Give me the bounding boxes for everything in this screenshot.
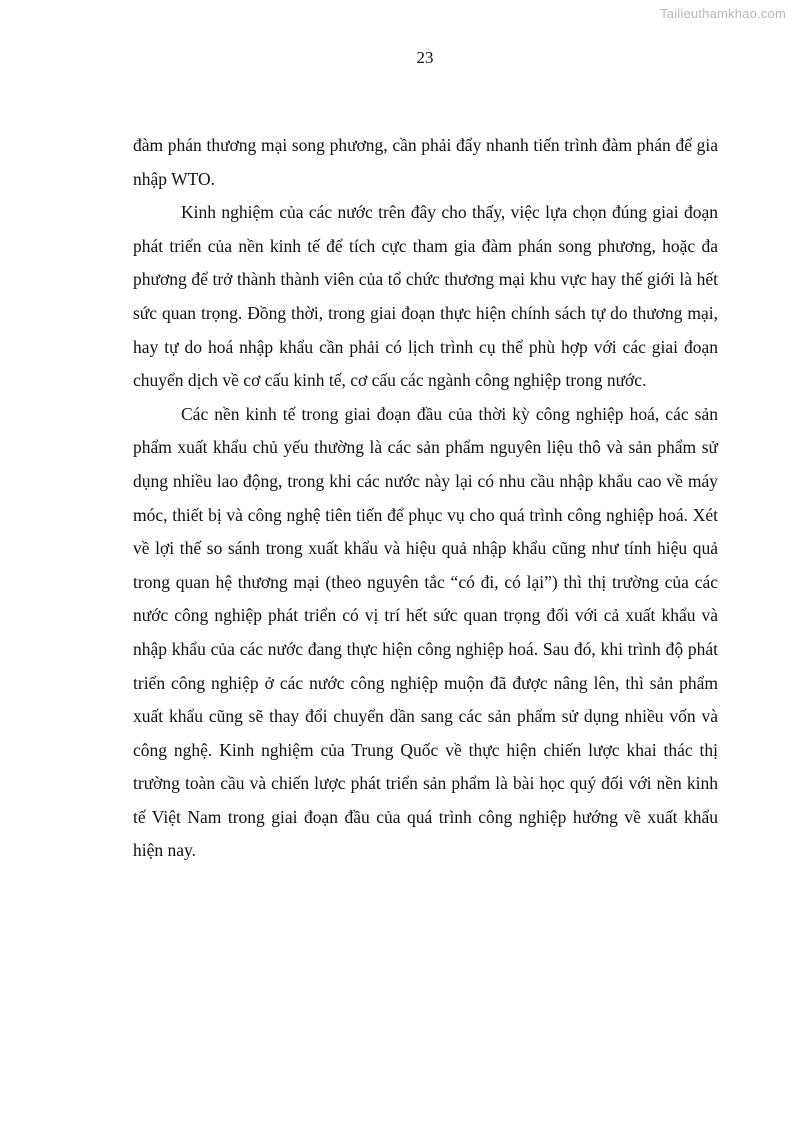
paragraph-3: Các nền kinh tế trong giai đoạn đầu của thời kỳ công nghiệp hoá, các sản phẩm xuất khẩu chủ yếu thường là các sản phẩm nguyên liệu thô và sản phẩm sử dụng nhiều lao động, trong khi các nước này lại có nhu cầu nhập khẩu cao về máy móc, thiết bị và công nghệ tiên tiến để phục vụ cho quá trình công nghiệp hoá. Xét về lợi thế so sánh trong xuất khẩu và hiệu quả nhập khẩu cũng như tính hiệu quả trong quan hệ thương mại (theo nguyên tắc “có đi, có lại”) thì thị trường của các nước công nghiệp phát triển có vị trí hết sức quan trọng đối với cả xuất khẩu và nhập khẩu của các nước đang thực hiện công nghiệp hoá. Sau đó, khi trình độ phát triển công nghiệp ở các nước công nghiệp muộn đã được nâng lên, thì sản phẩm xuất khẩu cũng sẽ thay đổi chuyển dần sang các sản phẩm sử dụng nhiều vốn và công nghệ. Kinh nghiệm của Trung Quốc về thực hiện chiến lược khai thác thị trường toàn cầu và chiến lược phát triển sản phẩm là bài học quý đối với nền kinh tế Việt Nam trong giai đoạn đầu của quá trình công nghiệp hướng về xuất khẩu hiện nay. <box>133 403 718 861</box>
document-body <box>133 129 718 868</box>
paragraph-1: đàm phán thương mại song phương, cần phải đẩy nhanh tiến trình đàm phán để gia nhập WTO. <box>133 135 718 189</box>
page-number: 23 <box>416 48 434 67</box>
watermark-text: Tailieuthamkhao.com <box>660 6 786 21</box>
paragraph-2: Kinh nghiệm của các nước trên đây cho thấy, việc lựa chọn đúng giai đoạn phát triển của nền kinh tế để tích cực tham gia đàm phán song phương, hoặc đa phương để trở thành thành viên của tổ chức thương mại khu vực hay thế giới là hết sức quan trọng. Đồng thời, trong giai đoạn thực hiện chính sách tự do thương mại, hay tự do hoá nhập khẩu cần phải có lịch trình cụ thể phù hợp với các giai đoạn chuyển dịch về cơ cấu kinh tế, cơ cấu các ngành công nghiệp trong nước. <box>133 202 718 391</box>
